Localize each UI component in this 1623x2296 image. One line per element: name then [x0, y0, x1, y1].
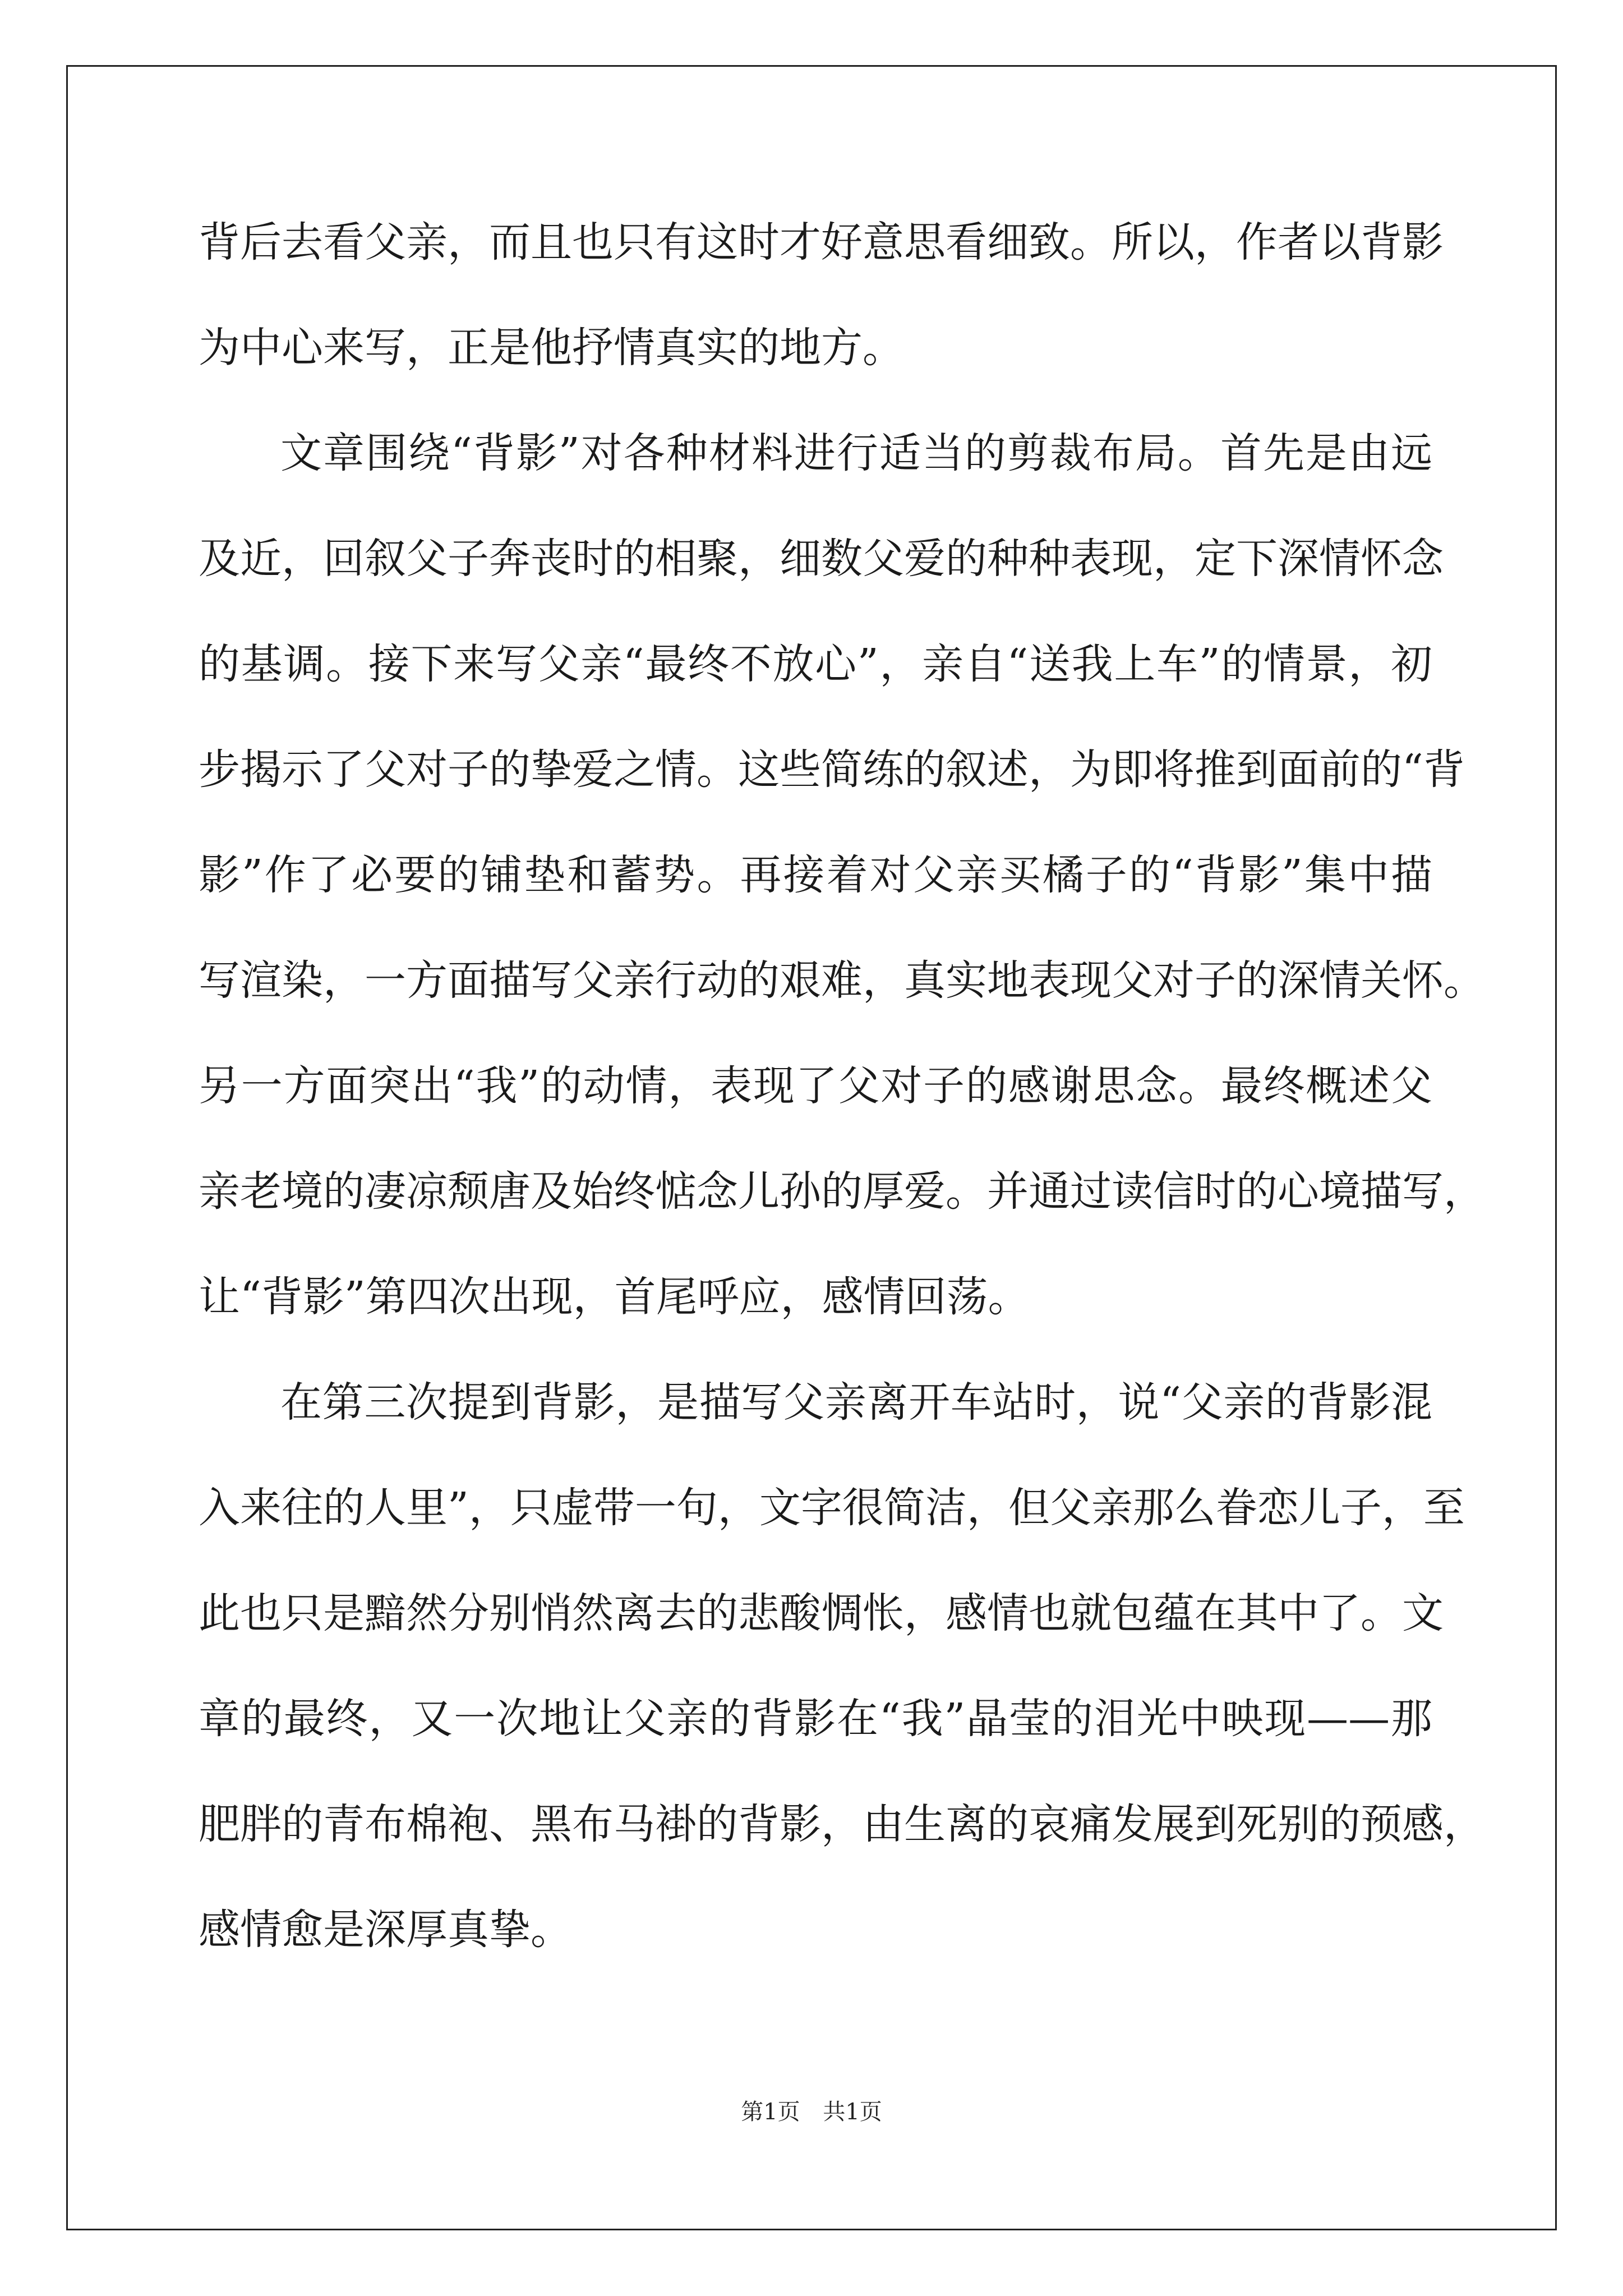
text-line: 为中心来写，正是他抒情真实的地方。 — [199, 324, 904, 372]
text-line: 感情愈是深厚真挚。 — [199, 1906, 572, 1954]
text-line: 在第三次提到背影，是描写父亲离开车站时，说“父亲的背影混 — [280, 1378, 1432, 1427]
page-number-current: 第1页 — [741, 2099, 800, 2125]
page-number-total: 共1页 — [823, 2099, 882, 2125]
text-line: 写渲染，一方面描写父亲行动的艰难，真实地表现父对子的深情关怀。 — [199, 956, 1485, 1005]
text-line: 让“背影”第四次出现，首尾呼应，感情回荡。 — [199, 1273, 1030, 1321]
text-line: 背后去看父亲，而且也只有这时才好意思看细致。所以，作者以背影 — [199, 218, 1444, 266]
text-line: 的基调。接下来写父亲“最终不放心”，亲自“送我上车”的情景，初 — [199, 640, 1432, 688]
text-line: 另一方面突出“我”的动情，表现了父对子的感谢思念。最终概述父 — [199, 1062, 1432, 1110]
text-line: 及近，回叙父子奔丧时的相聚，细数父爱的种种表现，定下深情怀念 — [199, 535, 1444, 583]
text-line: 章的最终，又一次地让父亲的背影在“我”晶莹的泪光中映现——那 — [199, 1695, 1432, 1743]
document-body — [199, 214, 1485, 2007]
text-line: 文章围绕“背影”对各种材料进行适当的剪裁布局。首先是由远 — [280, 429, 1432, 477]
text-line: 入来往的人里”，只虚带一句，文字很简洁，但父亲那么眷恋儿子，至 — [199, 1484, 1465, 1532]
text-line: 影”作了必要的铺垫和蓄势。再接着对父亲买橘子的“背影”集中描 — [199, 851, 1432, 899]
text-line: 此也只是黯然分别悄然离去的悲酸惆怅，感情也就包蕴在其中了。文 — [199, 1589, 1444, 1637]
page-footer — [0, 2098, 1623, 2126]
text-line: 步揭示了父对子的挚爱之情。这些简练的叙述，为即将推到面前的“背 — [199, 746, 1465, 794]
text-line: 亲老境的凄凉颓唐及始终惦念儿孙的厚爱。并通过读信时的心境描写， — [199, 1167, 1485, 1216]
text-line: 肥胖的青布棉袍、黑布马褂的背影，由生离的哀痛发展到死别的预感， — [199, 1800, 1485, 1848]
